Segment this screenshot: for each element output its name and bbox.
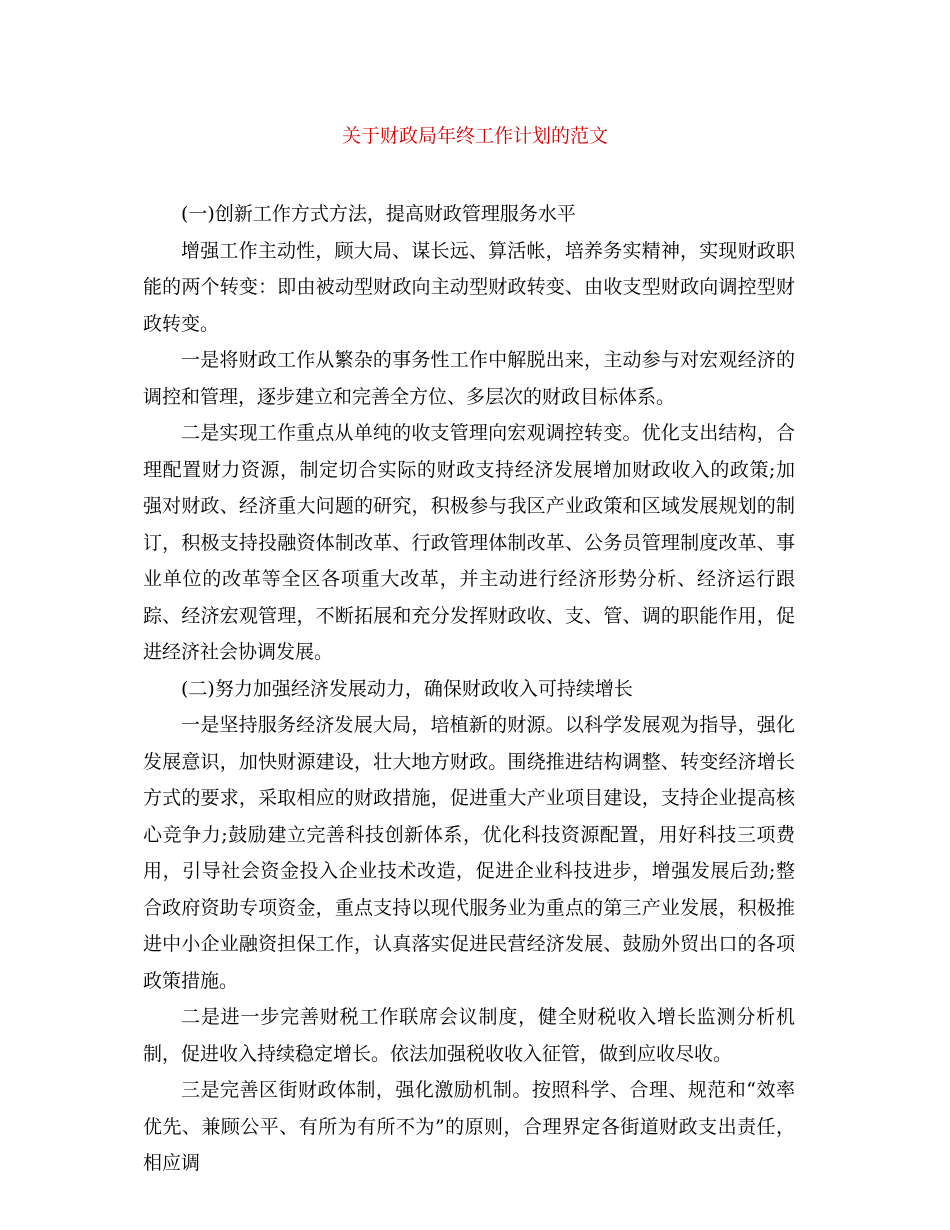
paragraph: (二)努力加强经济发展动力，确保财政收入可持续增长 xyxy=(181,677,633,700)
paragraph: 一是将财政工作从繁杂的事务性工作中解脱出来，主动参与对宏观经济的调控和管理，逐步建立和完善全方位、多层次的财政目标体系。 xyxy=(143,349,795,408)
paragraph: 二是实现工作重点从单纯的收支管理向宏观调控转变。优化支出结构，合理配置财力资源，制定切合实际的财政支持经济发展增加财政收入的政策;加强对财政、经济重大问题的研究，积极参与我区产业政策和区域发展规划的制订，积极支持投融资体制改革、行政管理体制改革、公务员管理制度改革、事业单位的改革等全区各项重大改革，并主动进行经济形势分析、经济运行跟踪、经济宏观管理，不断拓展和充分发挥财政收、支、管、调的职能作用，促进经济社会协调发展。 xyxy=(143,422,795,663)
paragraph: 二是进一步完善财税工作联席会议制度，健全财税收入增长监测分析机制，促进收入持续稳定增长。依法加强税收收入征管，做到应收尽收。 xyxy=(143,1006,795,1065)
document-title: 关于财政局年终工作计划的范文 xyxy=(341,125,608,147)
document-body xyxy=(143,196,795,1182)
paragraph: 一是坚持服务经济发展大局，培植新的财源。以科学发展观为指导，强化发展意识，加快财源建设，壮大地方财政。围绕推进结构调整、转变经济增长方式的要求，采取相应的财政措施，促进重大产业项目建设，支持企业提高核心竞争力;鼓励建立完善科技创新体系，优化科技资源配置，用好科技三项费用，引导社会资金投入企业技术改造，促进企业科技进步，增强发展后劲;整合政府资助专项资金，重点支持以现代服务业为重点的第三产业发展，积极推进中小企业融资担保工作，认真落实促进民营经济发展、鼓励外贸出口的各项政策措施。 xyxy=(143,714,795,992)
paragraph: 三是完善区街财政体制，强化激励机制。按照科学、合理、规范和“效率优先、兼顾公平、有所为有所不为”的原则，合理界定各街道财政支出责任，相应调 xyxy=(143,1079,795,1174)
paragraph: 增强工作主动性，顾大局、谋长远、算活帐，培养务实精神，实现财政职能的两个转变：即由被动型财政向主动型财政转变、由收支型财政向调控型财政转变。 xyxy=(143,239,795,335)
paragraph: (一)创新工作方式方法，提高财政管理服务水平 xyxy=(181,203,576,225)
